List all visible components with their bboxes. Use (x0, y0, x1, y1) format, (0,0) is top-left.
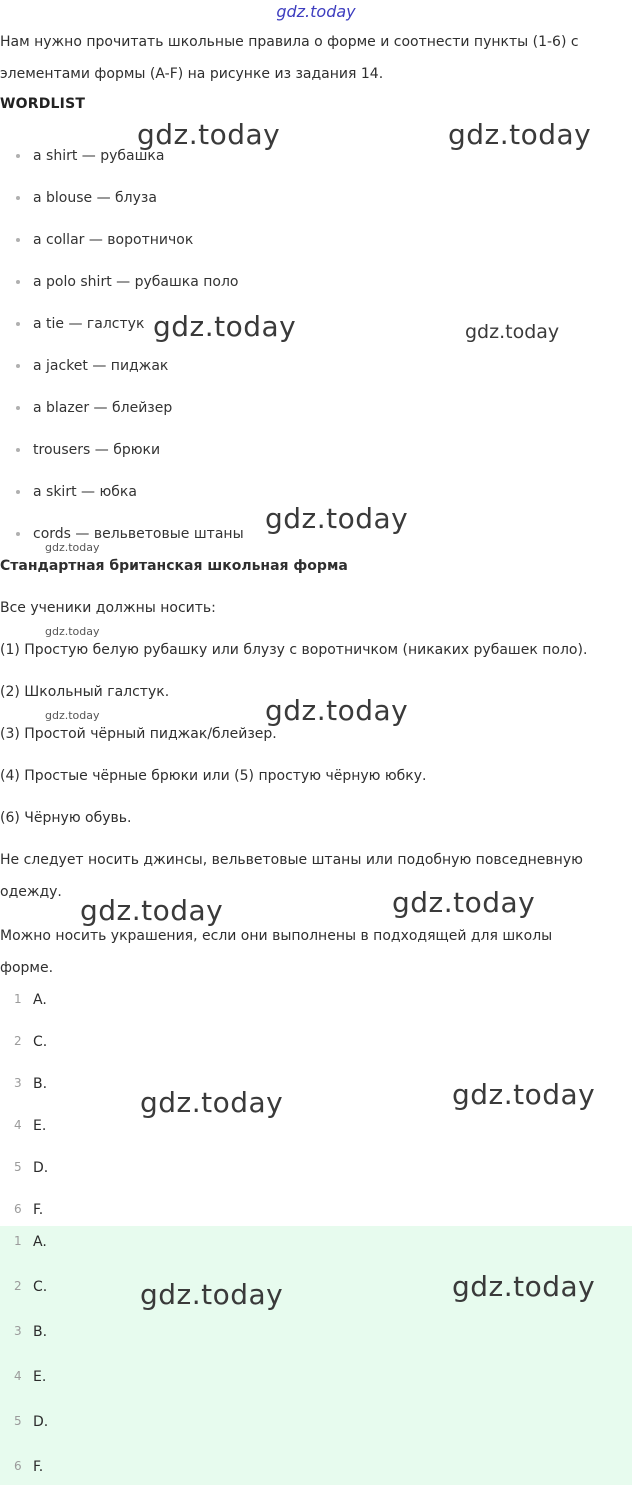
wordlist-item-text: a jacket — пиджак (33, 358, 169, 374)
rule-1: (1) Простую белую рубашку или блузу с воротничком (никаких рубашек поло). (0, 642, 588, 658)
bullet-icon (16, 490, 20, 494)
wordlist-item-text: trousers — брюки (33, 442, 161, 458)
answer-letter: E. (33, 1369, 47, 1385)
answer-number: 1 (14, 992, 22, 1006)
watermark: gdz.today (45, 625, 100, 638)
watermark: gdz.today (45, 541, 100, 554)
watermark: gdz.today (45, 709, 100, 722)
bullet-icon (16, 154, 20, 158)
answer-letter: F. (33, 1202, 44, 1218)
wordlist-item-text: a shirt — рубашка (33, 148, 165, 164)
bullet-icon (16, 364, 20, 368)
answer-letter: B. (33, 1324, 48, 1340)
wordlist-item-text: a tie — галстук (33, 316, 145, 332)
not-allowed-line-1: Не следует носить джинсы, вельветовые штаны или подобную повседневную (0, 852, 583, 868)
watermark: gdz.today (140, 1278, 284, 1311)
wordlist-item-text: a collar — воротничок (33, 232, 194, 248)
answer-number: 2 (14, 1279, 22, 1293)
answer-number: 6 (14, 1459, 22, 1473)
watermark: gdz.today (465, 321, 560, 343)
rule-2: (2) Школьный галстук. (0, 684, 170, 700)
watermark: gdz.today (452, 1078, 596, 1111)
rule-4-5: (4) Простые чёрные брюки или (5) простую чёрную юбку. (0, 768, 427, 784)
rule-3: (3) Простой чёрный пиджак/блейзер. (0, 726, 277, 742)
bullet-icon (16, 238, 20, 242)
wordlist-heading: WORDLIST (0, 96, 86, 112)
jewellery-line-1: Можно носить украшения, если они выполнены в подходящей для школы (0, 928, 553, 944)
jewellery-line-2: форме. (0, 960, 54, 976)
watermark: gdz.today (448, 118, 592, 151)
answer-letter: D. (33, 1160, 49, 1176)
must-wear-line: Все ученики должны носить: (0, 600, 216, 616)
answer-letter: C. (33, 1279, 48, 1295)
watermark: gdz.today (392, 886, 536, 919)
bullet-icon (16, 532, 20, 536)
wordlist-item-text: a blazer — блейзер (33, 400, 173, 416)
bullet-icon (16, 280, 20, 284)
watermark: gdz.today (153, 310, 297, 343)
watermark: gdz.today (137, 118, 281, 151)
watermark: gdz.today (452, 1270, 596, 1303)
wordlist-item-text: cords — вельветовые штаны (33, 526, 244, 542)
watermark: gdz.today (80, 894, 224, 927)
answer-letter: F. (33, 1459, 44, 1475)
answer-number: 3 (14, 1324, 22, 1338)
intro-line-2: элементами формы (A-F) на рисунке из задания 14. (0, 66, 384, 82)
answer-number: 4 (14, 1369, 22, 1383)
top-watermark-logo: gdz.today (276, 2, 356, 21)
answer-number: 5 (14, 1160, 22, 1174)
bullet-icon (16, 196, 20, 200)
wordlist-item-text: a polo shirt — рубашка поло (33, 274, 239, 290)
answer-letter: D. (33, 1414, 49, 1430)
answer-number: 6 (14, 1202, 22, 1216)
not-allowed-line-2: одежду. (0, 884, 62, 900)
answer-letter: A. (33, 1234, 47, 1250)
answer-number: 5 (14, 1414, 22, 1428)
bullet-icon (16, 406, 20, 410)
answer-number: 2 (14, 1034, 22, 1048)
bullet-icon (16, 322, 20, 326)
rule-6: (6) Чёрную обувь. (0, 810, 132, 826)
intro-line-1: Нам нужно прочитать школьные правила о форме и соотнести пункты (1-6) с (0, 34, 579, 50)
answer-panel (0, 1226, 632, 1485)
answer-letter: B. (33, 1076, 48, 1092)
answer-letter: C. (33, 1034, 48, 1050)
wordlist-item-text: a skirt — юбка (33, 484, 137, 500)
watermark: gdz.today (140, 1086, 284, 1119)
answer-number: 4 (14, 1118, 22, 1132)
answer-number: 1 (14, 1234, 22, 1248)
watermark: gdz.today (265, 502, 409, 535)
watermark: gdz.today (265, 694, 409, 727)
bullet-icon (16, 448, 20, 452)
answer-number: 3 (14, 1076, 22, 1090)
answer-letter: E. (33, 1118, 47, 1134)
wordlist-item-text: a blouse — блуза (33, 190, 157, 206)
uniform-title: Стандартная британская школьная форма (0, 558, 348, 574)
answer-letter: A. (33, 992, 47, 1008)
